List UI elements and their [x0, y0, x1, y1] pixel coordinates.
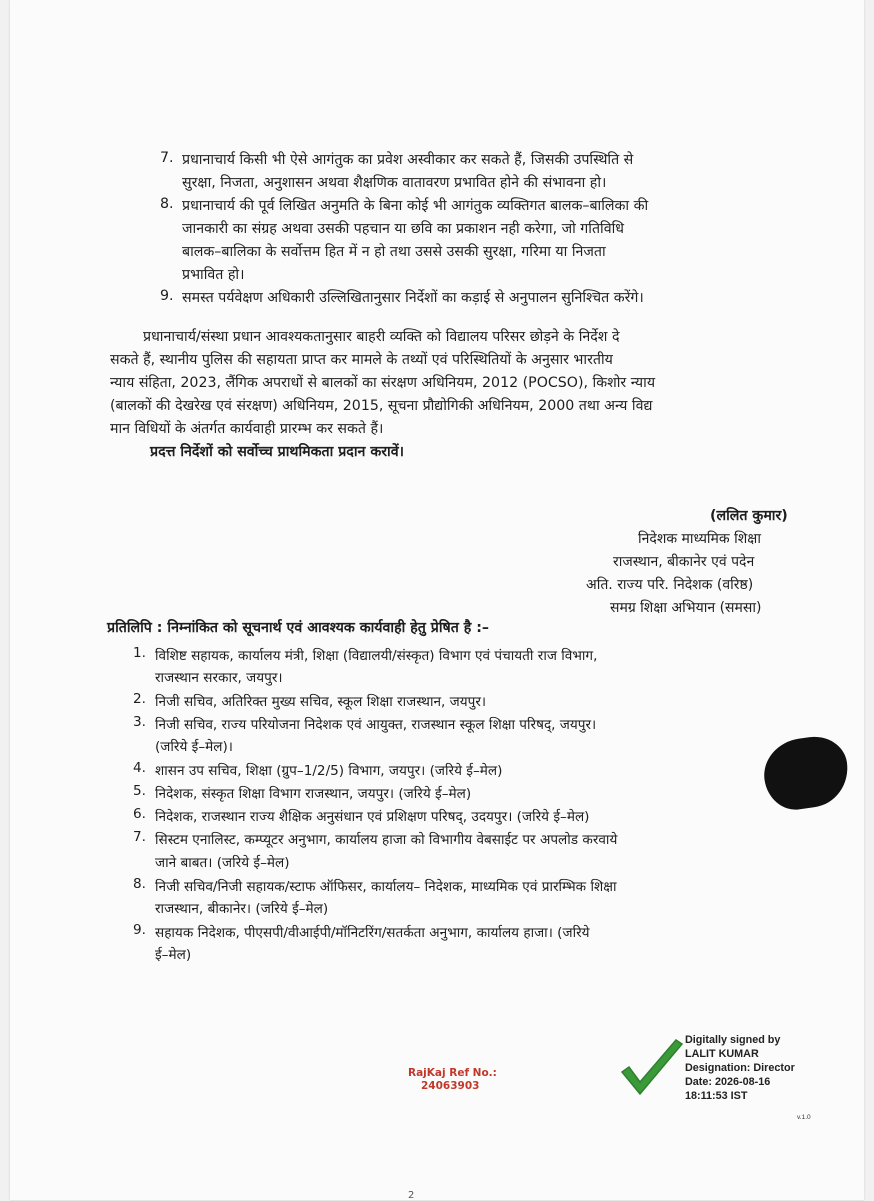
copy-line: निजी सचिव, राज्य परियोजना निदेशक एवं आयुक्त, राजस्थान स्कूल शिक्षा परिषद्, जयपुर। — [155, 717, 597, 733]
paragraph-line: न्याय संहिता, 2023, लैंगिक अपराधों से बालकों का संरक्षण अधिनियम, 2012 (POCSO), किशोर न्याय — [110, 375, 656, 391]
copy-number: 4. — [133, 760, 146, 776]
copy-number: 8. — [133, 876, 146, 892]
redaction-mark — [760, 732, 853, 813]
point-line: प्रधानाचार्य किसी भी ऐसे आगंतुक का प्रवेश अस्वीकार कर सकते हैं, जिसकी उपस्थिति से — [182, 152, 634, 168]
copy-line: निजी सचिव/निजी सहायक/स्टाफ ऑफिसर, कार्यालय– निदेशक, माध्यमिक एवं प्रारम्भिक शिक्षा — [155, 879, 617, 895]
copy-line: जाने बाबत। (जरिये ई–मेल) — [155, 855, 290, 871]
document-page — [10, 0, 864, 1200]
copy-number: 1. — [133, 645, 146, 661]
copy-line: राजस्थान, बीकानेर। (जरिये ई–मेल) — [155, 901, 329, 917]
copy-line: ई–मेल) — [155, 947, 192, 963]
signatory-name: (ललित कुमार) — [710, 508, 788, 524]
point-line: प्रधानाचार्य की पूर्व लिखित अनुमति के बिना कोई भी आगंतुक व्यक्तिगत बालक–बालिका की — [182, 198, 649, 214]
copy-number: 6. — [133, 806, 146, 822]
paragraph-line: सकते हैं, स्थानीय पुलिस की सहायता प्राप्त कर मामले के तथ्यों एवं परिस्थितियों के अनुसार भारतीय — [110, 352, 613, 368]
point-number: 9. — [160, 288, 174, 304]
point-line: समस्त पर्यवेक्षण अधिकारी उल्लिखितानुसार निर्देशों का कड़ाई से अनुपालन सुनिश्चित करेंगे। — [182, 290, 644, 306]
copy-line: विशिष्ट सहायक, कार्यालय मंत्री, शिक्षा (विद्यालयी/संस्कृत) विभाग एवं पंचायती राज विभाग, — [155, 648, 598, 664]
point-line: जानकारी का संग्रह अथवा उसकी पहचान या छवि का प्रकाशन नही करेगा, जो गतिविधि — [182, 221, 625, 237]
copy-line: निदेशक, राजस्थान राज्य शैक्षिक अनुसंधान एवं प्रशिक्षण परिषद्, उदयपुर। (जरिये ई–मेल) — [155, 809, 590, 825]
version-tag: v.1.0 — [797, 1114, 811, 1121]
priority-note: प्रदत्त निर्देशों को सर्वोच्च प्राथमिकता प्रदान करावें। — [150, 444, 404, 460]
point-number: 7. — [160, 150, 174, 166]
signatory-title: राजस्थान, बीकानेर एवं पदेन — [613, 554, 755, 570]
copy-number: 3. — [133, 714, 146, 730]
dsig-line: Digitally signed by — [685, 1034, 781, 1046]
copy-line: राजस्थान सरकार, जयपुर। — [155, 670, 283, 686]
copy-line: सिस्टम एनालिस्ट, कम्प्यूटर अनुभाग, कार्यालय हाजा को विभागीय वेबसाईट पर अपलोड करवाये — [155, 832, 618, 848]
copy-line: निदेशक, संस्कृत शिक्षा विभाग राजस्थान, जयपुर। (जरिये ई–मेल) — [155, 786, 472, 802]
dsig-line: 18:11:53 IST — [685, 1090, 748, 1102]
copy-line: निजी सचिव, अतिरिक्त मुख्य सचिव, स्कूल शिक्षा राजस्थान, जयपुर। — [155, 694, 487, 710]
point-number: 8. — [160, 196, 174, 212]
copy-line: शासन उप सचिव, शिक्षा (ग्रुप–1/2/5) विभाग, जयपुर। (जरिये ई–मेल) — [155, 763, 503, 779]
copy-number: 5. — [133, 783, 146, 799]
copy-number: 9. — [133, 922, 146, 938]
rajkaj-ref-label: RajKaj Ref No.: — [408, 1067, 497, 1079]
copy-number: 7. — [133, 829, 146, 845]
page-number: 2 — [408, 1190, 415, 1201]
point-line: सुरक्षा, निजता, अनुशासन अथवा शैक्षणिक वातावरण प्रभावित होने की संभावना हो। — [182, 175, 607, 191]
dsig-line: Date: 2026-08-16 — [685, 1076, 771, 1088]
dsig-line: LALIT KUMAR — [685, 1048, 759, 1060]
copy-number: 2. — [133, 691, 146, 707]
copy-line: (जरिये ई–मेल)। — [155, 739, 233, 755]
dsig-line: Designation: Director — [685, 1062, 795, 1074]
point-line: बालक–बालिका के सर्वोत्तम हित में न हो तथा उससे उसकी सुरक्षा, गरिमा या निजता — [182, 244, 606, 260]
signatory-title: समग्र शिक्षा अभियान (समसा) — [610, 600, 762, 616]
copy-heading: प्रतिलिपि : निम्नांकित को सूचनार्थ एवं आवश्यक कार्यवाही हेतु प्रेषित है :– — [107, 620, 489, 636]
paragraph-line: मान विधियों के अंतर्गत कार्यवाही प्रारम्भ कर सकते हैं। — [110, 421, 384, 437]
rajkaj-ref-number: 24063903 — [421, 1080, 480, 1092]
signatory-title: निदेशक माध्यमिक शिक्षा — [638, 531, 761, 547]
paragraph-line: (बालकों की देखरेख एवं संरक्षण) अधिनियम, 2015, सूचना प्रौद्योगिकी अधिनियम, 2000 तथा अन्य विद्य — [110, 398, 653, 414]
copy-line: सहायक निदेशक, पीएसपी/वीआईपी/मॉनिटरिंग/सतर्कता अनुभाग, कार्यालय हाजा। (जरिये — [155, 925, 590, 941]
paragraph-line: प्रधानाचार्य/संस्था प्रधान आवश्यकतानुसार बाहरी व्यक्ति को विद्यालय परिसर छोड़ने के निर्देश दे — [143, 329, 620, 345]
signatory-title: अति. राज्य परि. निदेशक (वरिष्ठ) — [586, 577, 754, 593]
point-line: प्रभावित हो। — [182, 267, 245, 283]
checkmark-icon — [618, 1038, 686, 1100]
